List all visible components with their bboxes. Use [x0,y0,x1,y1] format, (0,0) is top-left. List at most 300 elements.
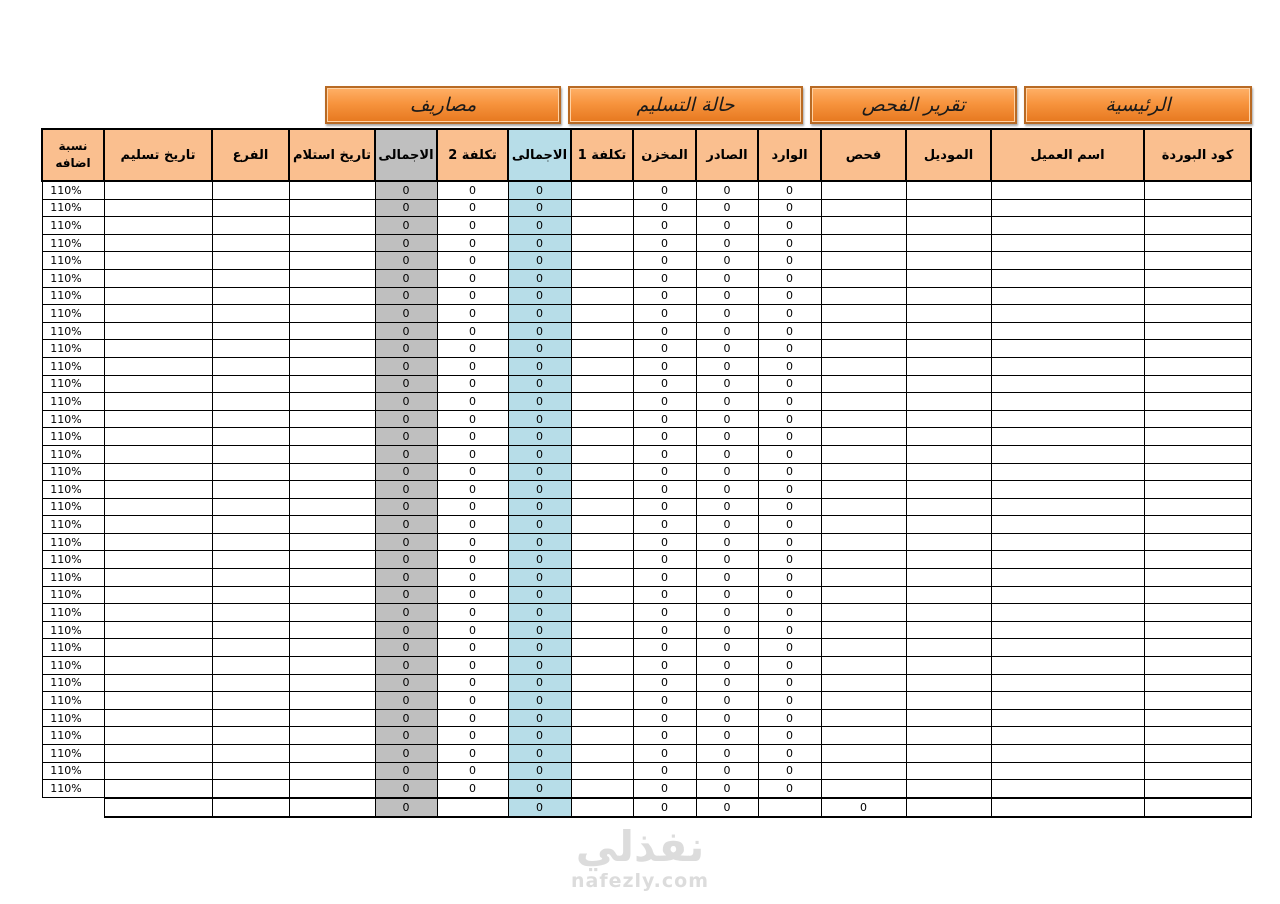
cell-client-name[interactable] [991,762,1144,780]
cell-client-name[interactable] [991,445,1144,463]
cell-client-name[interactable] [991,357,1144,375]
total-outgoing: 0 [696,798,758,817]
cell-board-code[interactable] [1144,780,1251,798]
cell-total-1: 0 [508,463,571,481]
cell-model[interactable] [906,780,991,798]
cell-delivery-date[interactable] [104,181,212,199]
cell-model[interactable] [906,445,991,463]
cell-cost-1[interactable] [571,357,633,375]
cell-delivery-date[interactable] [104,357,212,375]
cell-inspection[interactable] [821,498,906,516]
cell-branch[interactable] [212,604,289,622]
cell-inspection[interactable] [821,234,906,252]
cell-cost-1[interactable] [571,498,633,516]
cell-receipt-date[interactable] [289,181,375,199]
cell-model[interactable] [906,340,991,358]
cell-receipt-date[interactable] [289,445,375,463]
cell-model[interactable] [906,305,991,323]
cell-cost-1[interactable] [571,569,633,587]
cell-delivery-date[interactable] [104,533,212,551]
cell-receipt-date[interactable] [289,745,375,763]
cell-delivery-date[interactable] [104,639,212,657]
cell-inspection[interactable] [821,445,906,463]
nav-button-delivery-status[interactable]: حالة التسليم [568,86,803,124]
cell-cost-1[interactable] [571,674,633,692]
cell-board-code[interactable] [1144,692,1251,710]
cell-branch[interactable] [212,481,289,499]
cell-board-code[interactable] [1144,516,1251,534]
cell-cost-1[interactable] [571,551,633,569]
cell-inspection[interactable] [821,410,906,428]
cell-model[interactable] [906,481,991,499]
cell-inspection[interactable] [821,674,906,692]
cell-board-code[interactable] [1144,445,1251,463]
cell-client-name[interactable] [991,428,1144,446]
cell-model[interactable] [906,586,991,604]
cell-board-code[interactable] [1144,357,1251,375]
cell-markup-ratio: 110% [42,393,104,411]
cell-delivery-date[interactable] [104,393,212,411]
cell-inspection[interactable] [821,621,906,639]
cell-model[interactable] [906,322,991,340]
cell-branch[interactable] [212,340,289,358]
cell-cost-1[interactable] [571,234,633,252]
cell-client-name[interactable] [991,305,1144,323]
cell-delivery-date[interactable] [104,692,212,710]
cell-client-name[interactable] [991,780,1144,798]
cell-client-name[interactable] [991,657,1144,675]
cell-board-code[interactable] [1144,199,1251,217]
cell-model[interactable] [906,674,991,692]
cell-inspection[interactable] [821,322,906,340]
cell-board-code[interactable] [1144,481,1251,499]
cell-board-code[interactable] [1144,217,1251,235]
cell-board-code[interactable] [1144,340,1251,358]
cell-client-name[interactable] [991,745,1144,763]
cell-receipt-date[interactable] [289,709,375,727]
cell-model[interactable] [906,428,991,446]
cell-board-code[interactable] [1144,569,1251,587]
cell-client-name[interactable] [991,692,1144,710]
cell-inspection[interactable] [821,727,906,745]
cell-delivery-date[interactable] [104,727,212,745]
cell-inspection[interactable] [821,217,906,235]
cell-receipt-date[interactable] [289,463,375,481]
cell-inspection[interactable] [821,305,906,323]
cell-delivery-date[interactable] [104,252,212,270]
cell-delivery-date[interactable] [104,322,212,340]
cell-client-name[interactable] [991,516,1144,534]
total-delivery-date [104,798,212,817]
cell-receipt-date[interactable] [289,533,375,551]
cell-model[interactable] [906,621,991,639]
cell-model[interactable] [906,234,991,252]
cell-branch[interactable] [212,305,289,323]
cell-inspection[interactable] [821,481,906,499]
cell-delivery-date[interactable] [104,287,212,305]
cell-receipt-date[interactable] [289,269,375,287]
cell-client-name[interactable] [991,498,1144,516]
cell-model[interactable] [906,727,991,745]
nav-button-expenses[interactable]: مصاريف [325,86,561,124]
cell-model[interactable] [906,709,991,727]
cell-model[interactable] [906,533,991,551]
cell-inspection[interactable] [821,252,906,270]
cell-receipt-date[interactable] [289,393,375,411]
cell-board-code[interactable] [1144,322,1251,340]
cell-client-name[interactable] [991,604,1144,622]
cell-model[interactable] [906,639,991,657]
cell-inspection[interactable] [821,463,906,481]
cell-branch[interactable] [212,269,289,287]
cell-model[interactable] [906,516,991,534]
cell-branch[interactable] [212,393,289,411]
cell-receipt-date[interactable] [289,516,375,534]
cell-cost-1[interactable] [571,181,633,199]
cell-board-code[interactable] [1144,727,1251,745]
cell-branch[interactable] [212,498,289,516]
cell-inspection[interactable] [821,780,906,798]
cell-warehouse: 0 [633,357,696,375]
cell-branch[interactable] [212,727,289,745]
cell-board-code[interactable] [1144,463,1251,481]
cell-model[interactable] [906,498,991,516]
cell-board-code[interactable] [1144,533,1251,551]
cell-cost-1[interactable] [571,692,633,710]
cell-client-name[interactable] [991,199,1144,217]
cell-delivery-date[interactable] [104,445,212,463]
cell-cost-1[interactable] [571,340,633,358]
cell-cost-1[interactable] [571,604,633,622]
cell-delivery-date[interactable] [104,604,212,622]
cell-client-name[interactable] [991,217,1144,235]
cell-client-name[interactable] [991,269,1144,287]
cell-receipt-date[interactable] [289,762,375,780]
cell-inspection[interactable] [821,181,906,199]
cell-board-code[interactable] [1144,234,1251,252]
cell-delivery-date[interactable] [104,199,212,217]
cell-model[interactable] [906,745,991,763]
cell-branch[interactable] [212,287,289,305]
cell-receipt-date[interactable] [289,305,375,323]
cell-board-code[interactable] [1144,305,1251,323]
cell-warehouse: 0 [633,762,696,780]
cell-client-name[interactable] [991,463,1144,481]
cell-client-name[interactable] [991,586,1144,604]
cell-client-name[interactable] [991,674,1144,692]
cell-client-name[interactable] [991,375,1144,393]
totals-blank [42,798,104,817]
cell-branch[interactable] [212,657,289,675]
cell-board-code[interactable] [1144,621,1251,639]
cell-receipt-date[interactable] [289,410,375,428]
cell-model[interactable] [906,762,991,780]
cell-delivery-date[interactable] [104,375,212,393]
cell-receipt-date[interactable] [289,340,375,358]
cell-receipt-date[interactable] [289,727,375,745]
cell-cost-1[interactable] [571,269,633,287]
cell-delivery-date[interactable] [104,217,212,235]
cell-branch[interactable] [212,252,289,270]
cell-board-code[interactable] [1144,604,1251,622]
cell-board-code[interactable] [1144,252,1251,270]
cell-client-name[interactable] [991,551,1144,569]
cell-inspection[interactable] [821,551,906,569]
cell-delivery-date[interactable] [104,569,212,587]
cell-model[interactable] [906,375,991,393]
cell-model[interactable] [906,410,991,428]
cell-cost-1[interactable] [571,780,633,798]
cell-delivery-date[interactable] [104,745,212,763]
cell-branch[interactable] [212,410,289,428]
cell-inspection[interactable] [821,604,906,622]
cell-inspection[interactable] [821,586,906,604]
cell-model[interactable] [906,217,991,235]
cell-model[interactable] [906,463,991,481]
cell-cost-1[interactable] [571,657,633,675]
cell-cost-1[interactable] [571,639,633,657]
cell-model[interactable] [906,692,991,710]
cell-client-name[interactable] [991,322,1144,340]
cell-delivery-date[interactable] [104,234,212,252]
cell-branch[interactable] [212,445,289,463]
cell-branch[interactable] [212,516,289,534]
cell-inspection[interactable] [821,639,906,657]
cell-cost-1[interactable] [571,533,633,551]
cell-cost-1[interactable] [571,445,633,463]
cell-inspection[interactable] [821,745,906,763]
cell-branch[interactable] [212,745,289,763]
cell-receipt-date[interactable] [289,586,375,604]
cell-receipt-date[interactable] [289,657,375,675]
cell-inspection[interactable] [821,287,906,305]
cell-inspection[interactable] [821,199,906,217]
cell-cost-1[interactable] [571,305,633,323]
cell-delivery-date[interactable] [104,410,212,428]
cell-delivery-date[interactable] [104,674,212,692]
nav-button-home[interactable]: الرئيسية [1024,86,1252,124]
cell-receipt-date[interactable] [289,199,375,217]
cell-receipt-date[interactable] [289,287,375,305]
cell-cost-1[interactable] [571,410,633,428]
cell-model[interactable] [906,269,991,287]
cell-board-code[interactable] [1144,393,1251,411]
cell-receipt-date[interactable] [289,375,375,393]
cell-board-code[interactable] [1144,674,1251,692]
cell-branch[interactable] [212,586,289,604]
cell-markup-ratio: 110% [42,375,104,393]
cell-branch[interactable] [212,692,289,710]
cell-model[interactable] [906,551,991,569]
cell-receipt-date[interactable] [289,621,375,639]
cell-delivery-date[interactable] [104,340,212,358]
cell-model[interactable] [906,569,991,587]
cell-receipt-date[interactable] [289,551,375,569]
cell-branch[interactable] [212,428,289,446]
cell-board-code[interactable] [1144,586,1251,604]
cell-inspection[interactable] [821,533,906,551]
cell-receipt-date[interactable] [289,234,375,252]
cell-board-code[interactable] [1144,709,1251,727]
cell-client-name[interactable] [991,621,1144,639]
cell-cost-1[interactable] [571,428,633,446]
cell-board-code[interactable] [1144,745,1251,763]
cell-branch[interactable] [212,181,289,199]
cell-receipt-date[interactable] [289,428,375,446]
cell-receipt-date[interactable] [289,569,375,587]
cell-branch[interactable] [212,569,289,587]
cell-delivery-date[interactable] [104,657,212,675]
cell-receipt-date[interactable] [289,604,375,622]
cell-branch[interactable] [212,199,289,217]
cell-board-code[interactable] [1144,428,1251,446]
cell-inspection[interactable] [821,340,906,358]
cell-cost-1[interactable] [571,762,633,780]
cell-inspection[interactable] [821,569,906,587]
cell-branch[interactable] [212,621,289,639]
cell-cost-1[interactable] [571,252,633,270]
cell-model[interactable] [906,657,991,675]
total-cost-2 [437,798,508,817]
cell-branch[interactable] [212,357,289,375]
cell-model[interactable] [906,604,991,622]
cell-model[interactable] [906,252,991,270]
cell-receipt-date[interactable] [289,481,375,499]
cell-delivery-date[interactable] [104,709,212,727]
cell-delivery-date[interactable] [104,586,212,604]
cell-branch[interactable] [212,533,289,551]
cell-board-code[interactable] [1144,762,1251,780]
cell-model[interactable] [906,181,991,199]
cell-inspection[interactable] [821,393,906,411]
cell-cost-1[interactable] [571,621,633,639]
cell-receipt-date[interactable] [289,357,375,375]
cell-client-name[interactable] [991,533,1144,551]
cell-branch[interactable] [212,780,289,798]
cell-branch[interactable] [212,762,289,780]
cell-cost-1[interactable] [571,322,633,340]
cell-board-code[interactable] [1144,657,1251,675]
cell-delivery-date[interactable] [104,780,212,798]
cell-receipt-date[interactable] [289,322,375,340]
cell-branch[interactable] [212,674,289,692]
cell-board-code[interactable] [1144,498,1251,516]
cell-board-code[interactable] [1144,181,1251,199]
cell-delivery-date[interactable] [104,269,212,287]
cell-client-name[interactable] [991,639,1144,657]
cell-delivery-date[interactable] [104,516,212,534]
cell-client-name[interactable] [991,393,1144,411]
cell-inspection[interactable] [821,375,906,393]
cell-inspection[interactable] [821,357,906,375]
cell-model[interactable] [906,393,991,411]
cell-receipt-date[interactable] [289,639,375,657]
cell-board-code[interactable] [1144,287,1251,305]
cell-cost-1[interactable] [571,481,633,499]
cell-receipt-date[interactable] [289,780,375,798]
cell-cost-1[interactable] [571,516,633,534]
cell-client-name[interactable] [991,340,1144,358]
cell-delivery-date[interactable] [104,305,212,323]
cell-branch[interactable] [212,375,289,393]
cell-inspection[interactable] [821,692,906,710]
cell-total-1: 0 [508,657,571,675]
cell-client-name[interactable] [991,481,1144,499]
cell-branch[interactable] [212,551,289,569]
cell-receipt-date[interactable] [289,692,375,710]
cell-client-name[interactable] [991,234,1144,252]
cell-model[interactable] [906,199,991,217]
cell-markup-ratio: 110% [42,745,104,763]
cell-delivery-date[interactable] [104,481,212,499]
cell-cost-1[interactable] [571,287,633,305]
cell-cost-1[interactable] [571,727,633,745]
cell-model[interactable] [906,287,991,305]
cell-branch[interactable] [212,639,289,657]
cell-receipt-date[interactable] [289,674,375,692]
cell-delivery-date[interactable] [104,498,212,516]
cell-inspection[interactable] [821,657,906,675]
cell-cost-1[interactable] [571,586,633,604]
cell-cost-1[interactable] [571,745,633,763]
cell-delivery-date[interactable] [104,762,212,780]
cell-cost-1[interactable] [571,393,633,411]
cell-client-name[interactable] [991,181,1144,199]
cell-cost-2: 0 [437,463,508,481]
cell-cost-1[interactable] [571,463,633,481]
cell-delivery-date[interactable] [104,463,212,481]
cell-cost-1[interactable] [571,375,633,393]
cell-client-name[interactable] [991,709,1144,727]
cell-inspection[interactable] [821,762,906,780]
total-total-1: 0 [508,798,571,817]
cell-branch[interactable] [212,234,289,252]
cell-branch[interactable] [212,217,289,235]
cell-receipt-date[interactable] [289,252,375,270]
cell-branch[interactable] [212,709,289,727]
cell-delivery-date[interactable] [104,428,212,446]
cell-cost-1[interactable] [571,217,633,235]
cell-inspection[interactable] [821,709,906,727]
cell-board-code[interactable] [1144,551,1251,569]
cell-cost-1[interactable] [571,709,633,727]
cell-delivery-date[interactable] [104,621,212,639]
cell-board-code[interactable] [1144,375,1251,393]
cell-branch[interactable] [212,463,289,481]
cell-inspection[interactable] [821,428,906,446]
cell-client-name[interactable] [991,287,1144,305]
cell-receipt-date[interactable] [289,217,375,235]
cell-delivery-date[interactable] [104,551,212,569]
cell-outgoing: 0 [696,481,758,499]
cell-branch[interactable] [212,322,289,340]
table-row [42,727,1251,745]
cell-client-name[interactable] [991,410,1144,428]
cell-board-code[interactable] [1144,269,1251,287]
cell-board-code[interactable] [1144,639,1251,657]
cell-inspection[interactable] [821,516,906,534]
cell-client-name[interactable] [991,727,1144,745]
cell-client-name[interactable] [991,569,1144,587]
cell-cost-1[interactable] [571,199,633,217]
cell-client-name[interactable] [991,252,1144,270]
cell-inspection[interactable] [821,269,906,287]
cell-model[interactable] [906,357,991,375]
cell-receipt-date[interactable] [289,498,375,516]
cell-total-1: 0 [508,269,571,287]
cell-board-code[interactable] [1144,410,1251,428]
nav-button-inspection-report[interactable]: تقرير الفحص [810,86,1017,124]
